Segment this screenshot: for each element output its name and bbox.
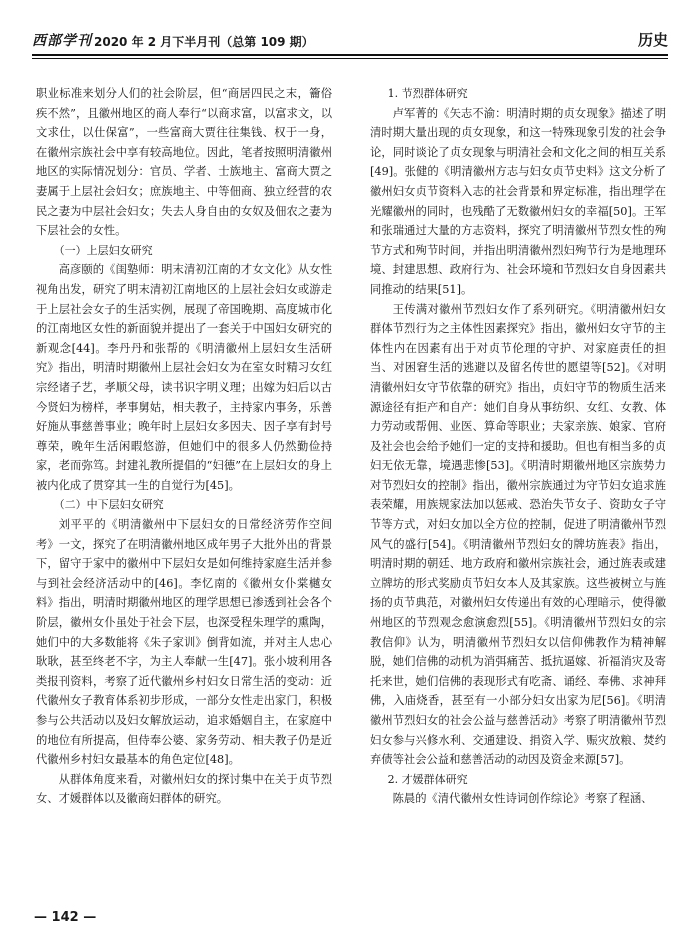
paragraph: 王传满对徽州节烈妇女作了系列研究。《明清徽州妇女群体节烈行为之主体性因素探究》指出，徽州妇女守节的主体性内在因素有出于对贞节伦理的守护、对家庭责任的担当、对困窘生活的逃避以及留名传世的愿望等[52]。《对明清徽州妇女守节依靠的研究》指出，贞妇守节的物质生活来源途径有拒产和自产：她们自身从事纺织、女红、女教、体力劳动或帮佣、业医、算命等职业；夫家亲族、娘家、官府及社会也会给予她们一定的支持和援助。但也有相当多的贞妇无依无靠，境遇悲惨[53]。《明清时期徽州地区宗族势力对节烈妇女的控制》指出，徽州宗族通过为守节妇女追求旌表荣耀，用族规家法加以惩戒、恐治失节女子、资助女子守节等方式，对妇女加以全方位的控制，促进了明清徽州节烈风气的盛行[54]。《明清徽州节烈妇女的牌坊旌表》指出，明清时期的朝廷、地方政府和徽州宗族社会，通过旌表或建立牌坊的形式奖励贞节妇女本人及其家族。这些被树立与旌扬的贞节典范，对徽州妇女传递出有效的心理暗示，使得徽州地区的节烈观念愈演愈烈[55]。《明清徽州节烈妇女的宗教信仰》认为，明清徽州节烈妇女以信仰佛教作为精神解脱，她们信佛的动机为消弭痛苦、抵抗逼嫁、祈福消灾及寄托来世，她们信佛的表现形式有吃斋、诵经、奉佛、求神拜佛，入庙烧香，甚至有一小部分妇女出家为尼[56]。《明清徽州节烈妇女的社会公益与慈善活动》考察了明清徽州节烈妇女参与兴修水利、交通建设、捐资入学、赈灾放粮、焚约弃债等社会公益和慈善活动的动因及资金来源[57]。 bbox=[370, 302, 666, 767]
journal-name: 西部学刊 bbox=[32, 33, 92, 49]
left-column bbox=[36, 84, 332, 809]
right-column bbox=[370, 84, 666, 809]
paragraph: 高彦颐的《闺塾师：明末清初江南的才女文化》从女性视角出发，研究了明末清初江南地区的上层社会妇女或游走于上层社会女子的生活实例，展现了帝国晚期、高度城市化的江南地区女性的新面貌并提出了一套关于中国妇女研究的新观念[44]。李丹丹和张帮的《明清徽州上层妇女生活研究》指出，明清时期徽州上层社会妇女为在室女时精习女红宗经诸子艺，孝顺父母，读书识字明义理；出嫁为妇后以古今贤妇为榜样，孝事舅姑，相夫教子，主持家内事务，乐善好施从事慈善事业；晚年时上层妇女多因夫、因子享有封号尊荣，晚年生活闲暇悠游，但她们中的很多人仍然勤俭持家，老而弥笃。封建礼教所提倡的“妇德”在上层妇女的身上被内化成了贯穿其一生的自觉行为[45]。 bbox=[36, 263, 332, 492]
header-rule-thin bbox=[32, 58, 668, 59]
paragraph: 刘平平的《明清徽州中下层妇女的日常经济劳作空间考》一文，探究了在明清徽州地区成年男子大批外出的背景下，留守于家中的徽州中下层妇女是如何维持家庭生活并参与到社会经济活动中的[46]。李忆南的《徽州女仆棠樾女料》指出，明清时期徽州地区的理学思想已渗透到社会各个阶层，徽州女仆虽处于社会下层，也深受程朱理学的熏陶，她们中的大多数能将《朱子家训》倒背如流，并对主人忠心耿耿，甚至终老不字，为主人奉献一生[47]。张小坡利用各类报刊资料，考察了近代徽州乡村妇女日常生活的变动：近代徽州女子教育体系初步形成，一部分女性走出家门，积极参与公共活动以及妇女解放运动，追求婚姻自主，在家庭中的地位有所提高，但侍奉公婆、家务劳动、相夫教子仍是近代徽州乡村妇女最基本的角色定位[48]。 bbox=[36, 518, 332, 767]
section-heading: （二）中下层妇女研究 bbox=[53, 498, 164, 512]
paragraph: 陈晨的《清代徽州女性诗词创作综论》考察了程涵、 bbox=[392, 792, 653, 806]
paragraph: 职业标准来划分人们的社会阶层，但“商居四民之末，籥俗疾不然”，且徽州地区的商人奉行“以商求富，以富求文，以文求仕，以仕保富”，一些富商大贾往往集钱、权于一身，在徽州宗族社会中享有较高地位。因此，笔者按照明清徽州地区的实际情况划分：官员、学者、士族地主、富商大贾之妻属于上层社会妇女；庶族地主、中等佃商、独立经营的农民之妻为中层社会妇女；失去人身自由的女奴及佃农之妻为下层社会的女性。 bbox=[36, 87, 332, 238]
page-number: — 142 — bbox=[34, 910, 97, 925]
issue-info: 2020 年 2 月下半月刊（总第 109 期） bbox=[94, 35, 314, 49]
page-header bbox=[32, 16, 668, 50]
section-label: 历史 bbox=[637, 31, 668, 49]
paragraph: 卢军菁的《矢志不渝：明清时期的贞女现象》描述了明清时期大量出现的贞女现象，和这一特殊现象引发的社会争论，同时谈论了贞女现象与明清社会和文化之间的相互关系[49]。张健的《明清徽州方志与妇女贞节史料》这文分析了徽州妇女贞节资料入志的社会背景和界定标准，指出理学在光耀徽州的同时，也残酷了无数徽州妇女的幸福[50]。王军和张瑞通过大量的方志资料，探究了明清徽州节烈女性的殉节方式和殉节时间，并指出明清徽州烈妇殉节行为是地理环境、封建思想、政府行为、社会环境和节烈妇女自身因素共同推动的结果[51]。 bbox=[370, 106, 666, 296]
section-heading: 1. 节烈群体研究 bbox=[387, 87, 468, 100]
header-rule bbox=[32, 54, 668, 56]
section-heading: 2. 才媛群体研究 bbox=[387, 772, 468, 786]
section-heading: （一）上层妇女研究 bbox=[53, 243, 153, 257]
paragraph: 从群体角度来看，对徽州妇女的探讨集中在关于贞节烈女、才媛群体以及徽商妇群体的研究。 bbox=[36, 772, 332, 806]
